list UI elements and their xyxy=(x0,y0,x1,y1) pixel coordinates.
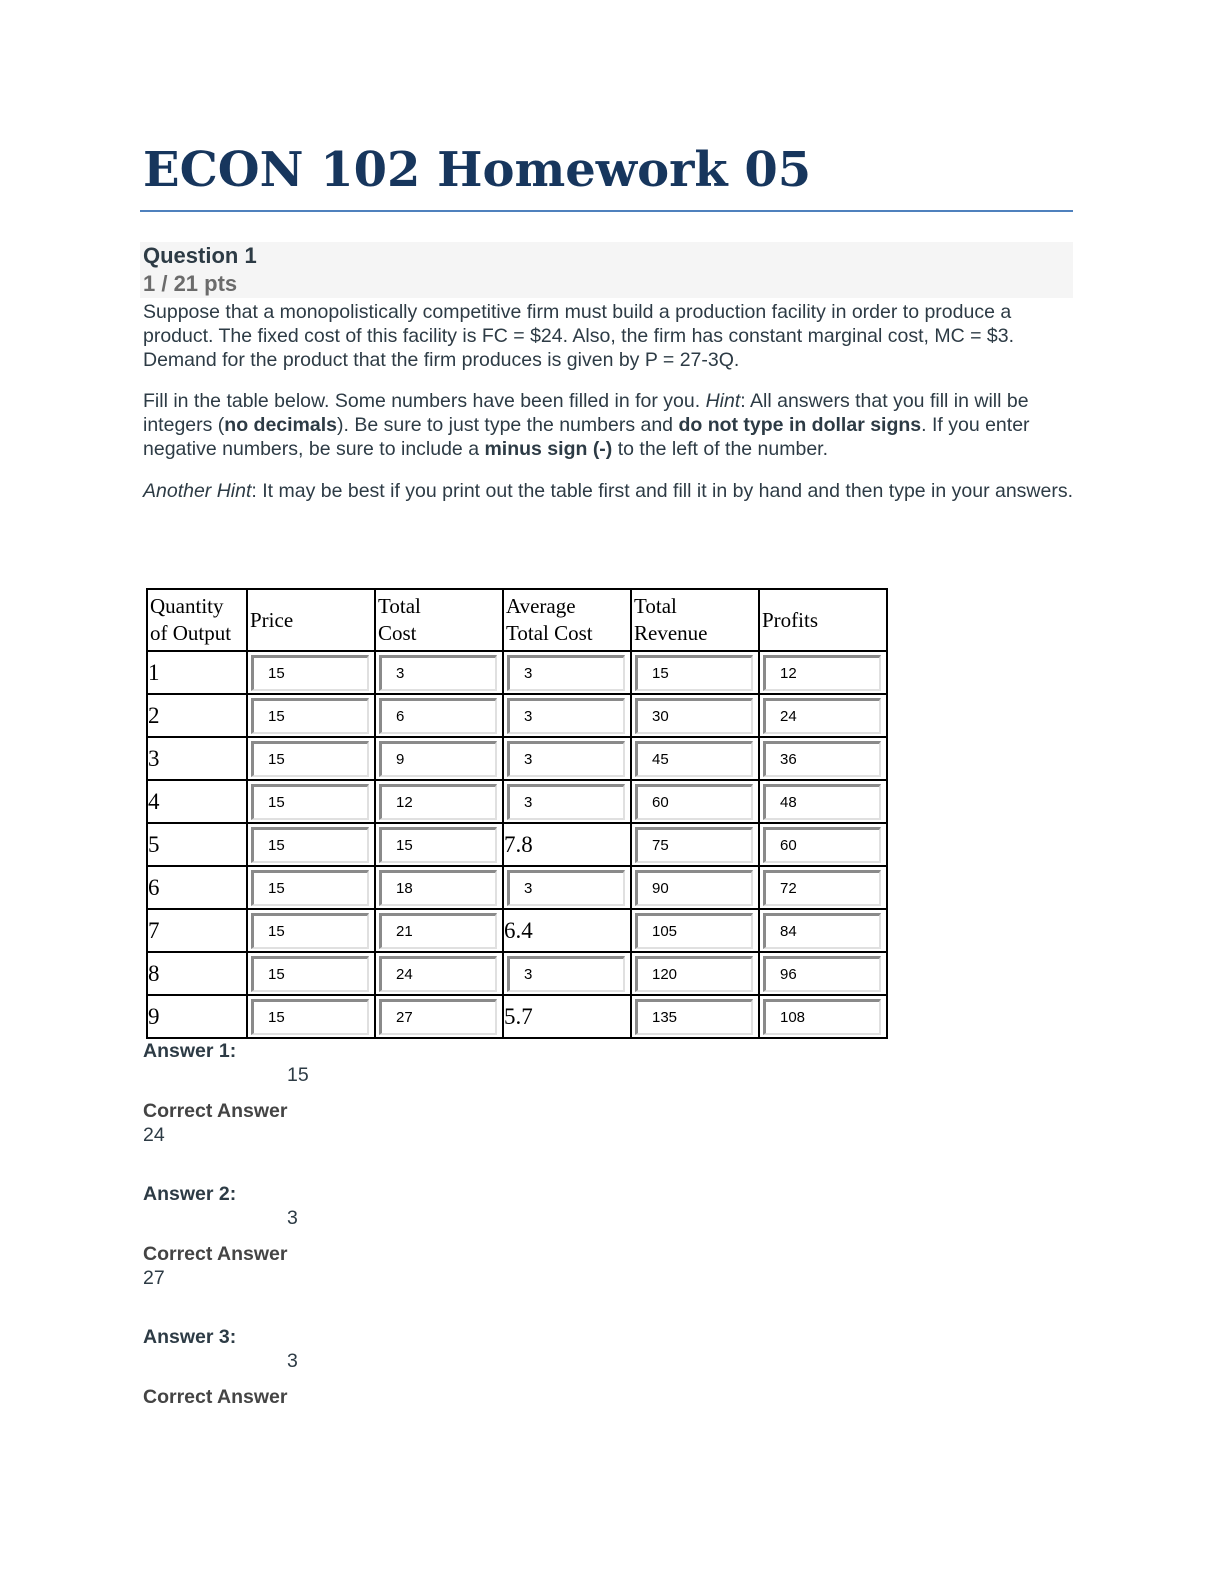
text: : It may be best if you print out the table first and fill it in by hand and then type in your answers. xyxy=(251,480,1074,502)
table-row xyxy=(147,823,887,866)
input-cell xyxy=(759,694,887,737)
price-input[interactable]: 15 xyxy=(251,784,369,820)
input-cell xyxy=(503,780,631,823)
input-cell xyxy=(247,952,375,995)
table-row xyxy=(147,866,887,909)
correct-answer-label: Correct Answer xyxy=(143,1243,288,1265)
another-hint-label: Another Hint xyxy=(143,480,252,502)
correct-answer-value: 27 xyxy=(143,1267,165,1289)
column-header-text: Cost xyxy=(378,621,417,645)
profit-input[interactable]: 60 xyxy=(763,827,881,863)
emphasis-no-decimals: no decimals xyxy=(224,414,338,436)
total-cost-input[interactable]: 24 xyxy=(379,956,497,992)
input-cell xyxy=(759,866,887,909)
total-revenue-input[interactable]: 15 xyxy=(635,655,753,691)
input-cell xyxy=(759,952,887,995)
column-header xyxy=(375,589,503,651)
quantity-cell: 9 xyxy=(147,995,247,1038)
input-cell xyxy=(759,780,887,823)
input-cell xyxy=(631,694,759,737)
input-cell xyxy=(503,651,631,694)
column-header-text: of Output xyxy=(150,621,232,645)
total-revenue-input[interactable]: 60 xyxy=(635,784,753,820)
correct-answer-label: Correct Answer xyxy=(143,1100,288,1122)
column-header-text: Average xyxy=(506,594,576,618)
question-name: Question 1 xyxy=(143,243,257,268)
column-header-text: Profits xyxy=(762,607,819,632)
quantity-cell: 6 xyxy=(147,866,247,909)
input-cell xyxy=(631,952,759,995)
title-divider xyxy=(140,210,1073,212)
table-row xyxy=(147,694,887,737)
input-cell xyxy=(247,737,375,780)
table-body xyxy=(147,651,887,1038)
input-cell xyxy=(375,694,503,737)
total-cost-input[interactable]: 6 xyxy=(379,698,497,734)
column-header-text: Revenue xyxy=(634,621,708,645)
price-input[interactable]: 15 xyxy=(251,698,369,734)
input-cell xyxy=(503,866,631,909)
average-total-cost-given: 6.4 xyxy=(503,909,631,952)
price-input[interactable]: 15 xyxy=(251,655,369,691)
input-cell xyxy=(631,651,759,694)
profit-input[interactable]: 12 xyxy=(763,655,881,691)
question-paragraph-3 xyxy=(143,479,1078,503)
input-cell xyxy=(503,952,631,995)
total-cost-input[interactable]: 18 xyxy=(379,870,497,906)
total-cost-input[interactable]: 3 xyxy=(379,655,497,691)
column-header xyxy=(247,589,375,651)
price-input[interactable]: 15 xyxy=(251,913,369,949)
input-cell xyxy=(375,909,503,952)
table-header-row xyxy=(147,589,887,651)
average-total-cost-given: 5.7 xyxy=(503,995,631,1038)
average-total-cost-input[interactable]: 3 xyxy=(507,741,625,777)
column-header xyxy=(147,589,247,651)
quantity-cell: 7 xyxy=(147,909,247,952)
input-cell xyxy=(247,651,375,694)
input-cell xyxy=(631,995,759,1038)
price-input[interactable]: 15 xyxy=(251,741,369,777)
text: : All answers that you fill in will be integers ( xyxy=(143,390,1029,436)
quantity-cell: 1 xyxy=(147,651,247,694)
table-row xyxy=(147,995,887,1038)
profit-input[interactable]: 108 xyxy=(763,999,881,1035)
average-total-cost-input[interactable]: 3 xyxy=(507,870,625,906)
table-row xyxy=(147,909,887,952)
page-title: ECON 102 Homework 05 xyxy=(143,142,812,198)
input-cell xyxy=(631,823,759,866)
quantity-cell: 5 xyxy=(147,823,247,866)
column-header xyxy=(631,589,759,651)
total-revenue-input[interactable]: 45 xyxy=(635,741,753,777)
input-cell xyxy=(759,995,887,1038)
text: . If you enter negative numbers, be sure to include a xyxy=(143,414,1030,460)
hint-label: Hint xyxy=(705,390,741,412)
price-input[interactable]: 15 xyxy=(251,870,369,906)
input-cell xyxy=(247,780,375,823)
total-revenue-input[interactable]: 105 xyxy=(635,913,753,949)
total-cost-input[interactable]: 15 xyxy=(379,827,497,863)
column-header-text: Total xyxy=(378,594,421,618)
emphasis-no-dollar-signs: do not type in dollar signs xyxy=(678,414,922,436)
input-cell xyxy=(503,737,631,780)
input-cell xyxy=(375,823,503,866)
total-revenue-input[interactable]: 30 xyxy=(635,698,753,734)
column-header-text: Price xyxy=(250,607,294,632)
quantity-cell: 3 xyxy=(147,737,247,780)
profit-input[interactable]: 72 xyxy=(763,870,881,906)
input-cell xyxy=(631,737,759,780)
input-cell xyxy=(631,909,759,952)
input-cell xyxy=(375,952,503,995)
answer-value: 3 xyxy=(287,1207,298,1229)
table-row xyxy=(147,952,887,995)
profit-input[interactable]: 36 xyxy=(763,741,881,777)
total-revenue-input[interactable]: 135 xyxy=(635,999,753,1035)
text: to the left of the number. xyxy=(612,438,829,460)
quantity-cell: 2 xyxy=(147,694,247,737)
input-cell xyxy=(759,737,887,780)
average-total-cost-given: 7.8 xyxy=(503,823,631,866)
column-header xyxy=(759,589,887,651)
profit-input[interactable]: 24 xyxy=(763,698,881,734)
answer-label: Answer 1: xyxy=(143,1040,237,1062)
total-revenue-input[interactable]: 120 xyxy=(635,956,753,992)
question-paragraph-2 xyxy=(143,389,1078,461)
profit-input[interactable]: 84 xyxy=(763,913,881,949)
text: ). Be sure to just type the numbers and xyxy=(337,414,679,436)
average-total-cost-input[interactable]: 3 xyxy=(507,956,625,992)
average-total-cost-input[interactable]: 3 xyxy=(507,784,625,820)
total-cost-input[interactable]: 12 xyxy=(379,784,497,820)
answer-value: 15 xyxy=(287,1064,309,1086)
price-input[interactable]: 15 xyxy=(251,827,369,863)
correct-answer-value: 24 xyxy=(143,1124,165,1146)
input-cell xyxy=(375,651,503,694)
profit-input[interactable]: 48 xyxy=(763,784,881,820)
input-cell xyxy=(375,866,503,909)
table-row xyxy=(147,737,887,780)
average-total-cost-input[interactable]: 3 xyxy=(507,655,625,691)
emphasis-minus-sign: minus sign (-) xyxy=(484,438,613,460)
total-revenue-input[interactable]: 90 xyxy=(635,870,753,906)
total-cost-input[interactable]: 9 xyxy=(379,741,497,777)
total-cost-input[interactable]: 27 xyxy=(379,999,497,1035)
cost-revenue-table xyxy=(146,588,888,1039)
table-row xyxy=(147,651,887,694)
column-header-text: Quantity xyxy=(150,594,224,618)
input-cell xyxy=(375,737,503,780)
input-cell xyxy=(759,823,887,866)
quantity-cell: 8 xyxy=(147,952,247,995)
text: Fill in the table below. Some numbers have been filled in for you. xyxy=(143,390,706,412)
input-cell xyxy=(247,866,375,909)
total-revenue-input[interactable]: 75 xyxy=(635,827,753,863)
input-cell xyxy=(375,780,503,823)
input-cell xyxy=(247,694,375,737)
answer-label: Answer 2: xyxy=(143,1183,237,1205)
table-row xyxy=(147,780,887,823)
question-paragraph-1: Suppose that a monopolistically competitive firm must build a production facility in order to produce a product. The fixed cost of this facility is FC = $24. Also, the firm has constant marginal cost, MC = $3. Demand for the product that the firm produces is given by P = 27-3Q. xyxy=(143,301,1015,371)
input-cell xyxy=(247,995,375,1038)
column-header-text: Total xyxy=(634,594,677,618)
input-cell xyxy=(247,823,375,866)
column-header xyxy=(503,589,631,651)
input-cell xyxy=(631,780,759,823)
input-cell xyxy=(759,909,887,952)
correct-answer-label: Correct Answer xyxy=(143,1386,288,1408)
quantity-cell: 4 xyxy=(147,780,247,823)
input-cell xyxy=(759,651,887,694)
input-cell xyxy=(375,995,503,1038)
answer-value: 3 xyxy=(287,1350,298,1372)
answer-label: Answer 3: xyxy=(143,1326,237,1348)
question-points: 1 / 21 pts xyxy=(143,271,238,296)
input-cell xyxy=(503,694,631,737)
average-total-cost-input[interactable]: 3 xyxy=(507,698,625,734)
price-input[interactable]: 15 xyxy=(251,999,369,1035)
price-input[interactable]: 15 xyxy=(251,956,369,992)
input-cell xyxy=(247,909,375,952)
total-cost-input[interactable]: 21 xyxy=(379,913,497,949)
column-header-text: Total Cost xyxy=(506,621,593,645)
question-header xyxy=(140,242,1073,298)
input-cell xyxy=(631,866,759,909)
profit-input[interactable]: 96 xyxy=(763,956,881,992)
